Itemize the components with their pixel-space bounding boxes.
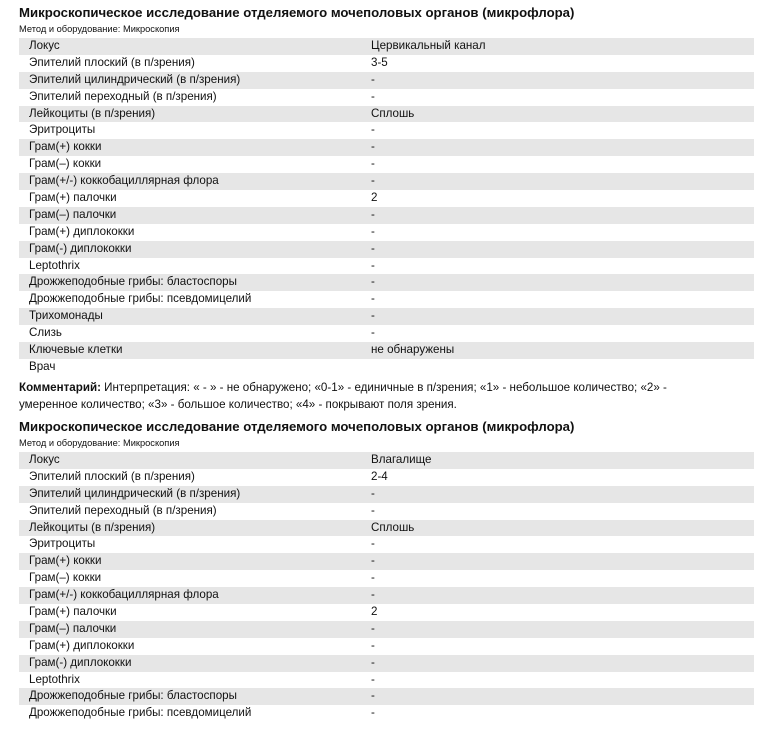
row-value: - [371,157,375,171]
row-value: - [371,638,375,652]
table-row [19,553,754,570]
method-line: Метод и оборудование: Микроскопия [19,438,180,448]
table-row [19,359,754,376]
row-label: Лейкоциты (в п/зрения) [29,520,156,534]
row-label: Эритроциты [29,537,96,551]
table-row [19,190,754,207]
table-row [19,672,754,689]
row-label: Грам(+) палочки [29,191,117,205]
table-row [19,89,754,106]
row-label: Эпителий цилиндрический (в п/зрения) [29,72,241,86]
row-value: - [371,588,375,602]
table-row [19,173,754,190]
row-label: Дрожжеподобные грибы: бластоспоры [29,689,237,703]
table-row [19,308,754,325]
table-row [19,469,754,486]
row-label: Эпителий плоский (в п/зрения) [29,469,195,483]
section-title: Микроскопическое исследование отделяемого мочеполовых органов (микрофлора) [19,419,575,434]
row-value: - [371,292,375,306]
row-value: - [371,309,375,323]
row-label: Локус [29,39,60,52]
table-row [19,241,754,258]
table-row [19,342,754,359]
row-value: - [371,571,375,585]
row-label: Врач [29,359,56,373]
row-value: - [371,689,375,703]
row-value: - [371,537,375,551]
row-label: Грам(+) диплококки [29,224,135,238]
row-value: - [371,554,375,568]
row-value: - [371,655,375,669]
row-value: 3-5 [371,55,388,69]
table-row [19,705,754,722]
table-row [19,224,754,241]
table-row [19,587,754,604]
row-value: - [371,123,375,137]
row-label: Локус [29,453,60,466]
row-label: Дрожжеподобные грибы: бластоспоры [29,275,237,289]
row-value: - [371,672,375,686]
table-row [19,655,754,672]
row-value: - [371,72,375,86]
row-value: Сплошь [371,520,415,534]
row-label: Грам(+/-) коккобациллярная флора [29,174,219,188]
row-value: - [371,486,375,500]
row-value: - [371,174,375,188]
table-row [19,55,754,72]
row-label: Грам(+) кокки [29,554,102,568]
table-row [19,106,754,123]
row-value: 2-4 [371,469,388,483]
row-value: Влагалище [371,453,432,466]
table-row [19,621,754,638]
row-label: Грам(–) кокки [29,571,102,585]
row-value: - [371,275,375,289]
row-label: Грам(–) кокки [29,157,102,171]
table-row [19,72,754,89]
comment-text: Интерпретация: « - » - не обнаружено; «0-1» - единичные в п/зрения; «1» - небольшое количество; «2» - умеренное количество; «3» - большое количество; «4» - покрывают поля зрения. [19,381,667,411]
row-value: - [371,207,375,221]
row-value: Цервикальный канал [371,39,486,52]
table-row [19,536,754,553]
row-value: - [371,258,375,272]
row-value: не обнаружены [371,343,455,357]
results-table [19,452,754,722]
table-row [19,452,754,469]
section-title: Микроскопическое исследование отделяемого мочеполовых органов (микрофлора) [19,5,575,20]
row-value: - [371,503,375,517]
row-value: - [371,241,375,255]
table-row [19,156,754,173]
row-label: Эпителий переходный (в п/зрения) [29,89,217,103]
row-value: - [371,140,375,154]
table-row [19,139,754,156]
table-row [19,520,754,537]
table-row [19,604,754,621]
row-label: Дрожжеподобные грибы: псевдомицелий [29,706,252,720]
row-value: - [371,89,375,103]
table-row [19,38,754,55]
table-row [19,274,754,291]
table-row [19,486,754,503]
row-value: 2 [371,191,378,205]
row-label: Грам(+) диплококки [29,638,135,652]
row-value: 2 [371,605,378,619]
table-row [19,638,754,655]
row-value: - [371,224,375,238]
row-label: Ключевые клетки [29,343,123,357]
row-label: Leptothrix [29,258,80,272]
row-label: Слизь [29,326,62,340]
row-value: Сплошь [371,106,415,120]
table-row [19,570,754,587]
row-value: - [371,621,375,635]
comment-label: Комментарий: [19,381,101,394]
row-label: Грам(+) кокки [29,140,102,154]
table-row [19,207,754,224]
row-label: Грам(-) диплококки [29,655,132,669]
row-label: Грам(–) палочки [29,621,117,635]
table-row [19,325,754,342]
table-row [19,291,754,308]
row-label: Leptothrix [29,672,80,686]
row-label: Грам(+) палочки [29,605,117,619]
table-row [19,503,754,520]
row-label: Грам(–) палочки [29,207,117,221]
row-label: Грам(-) диплококки [29,241,132,255]
row-label: Трихомонады [29,309,103,323]
row-value: - [371,326,375,340]
row-label: Дрожжеподобные грибы: псевдомицелий [29,292,252,306]
results-table [19,38,754,376]
row-label: Эритроциты [29,123,96,137]
table-row [19,688,754,705]
comment-block [19,379,719,413]
table-row [19,258,754,275]
table-row [19,122,754,139]
row-label: Грам(+/-) коккобациллярная флора [29,588,219,602]
row-label: Эпителий плоский (в п/зрения) [29,55,195,69]
row-label: Лейкоциты (в п/зрения) [29,106,156,120]
row-label: Эпителий переходный (в п/зрения) [29,503,217,517]
row-value: - [371,706,375,720]
method-line: Метод и оборудование: Микроскопия [19,24,180,34]
row-label: Эпителий цилиндрический (в п/зрения) [29,486,241,500]
